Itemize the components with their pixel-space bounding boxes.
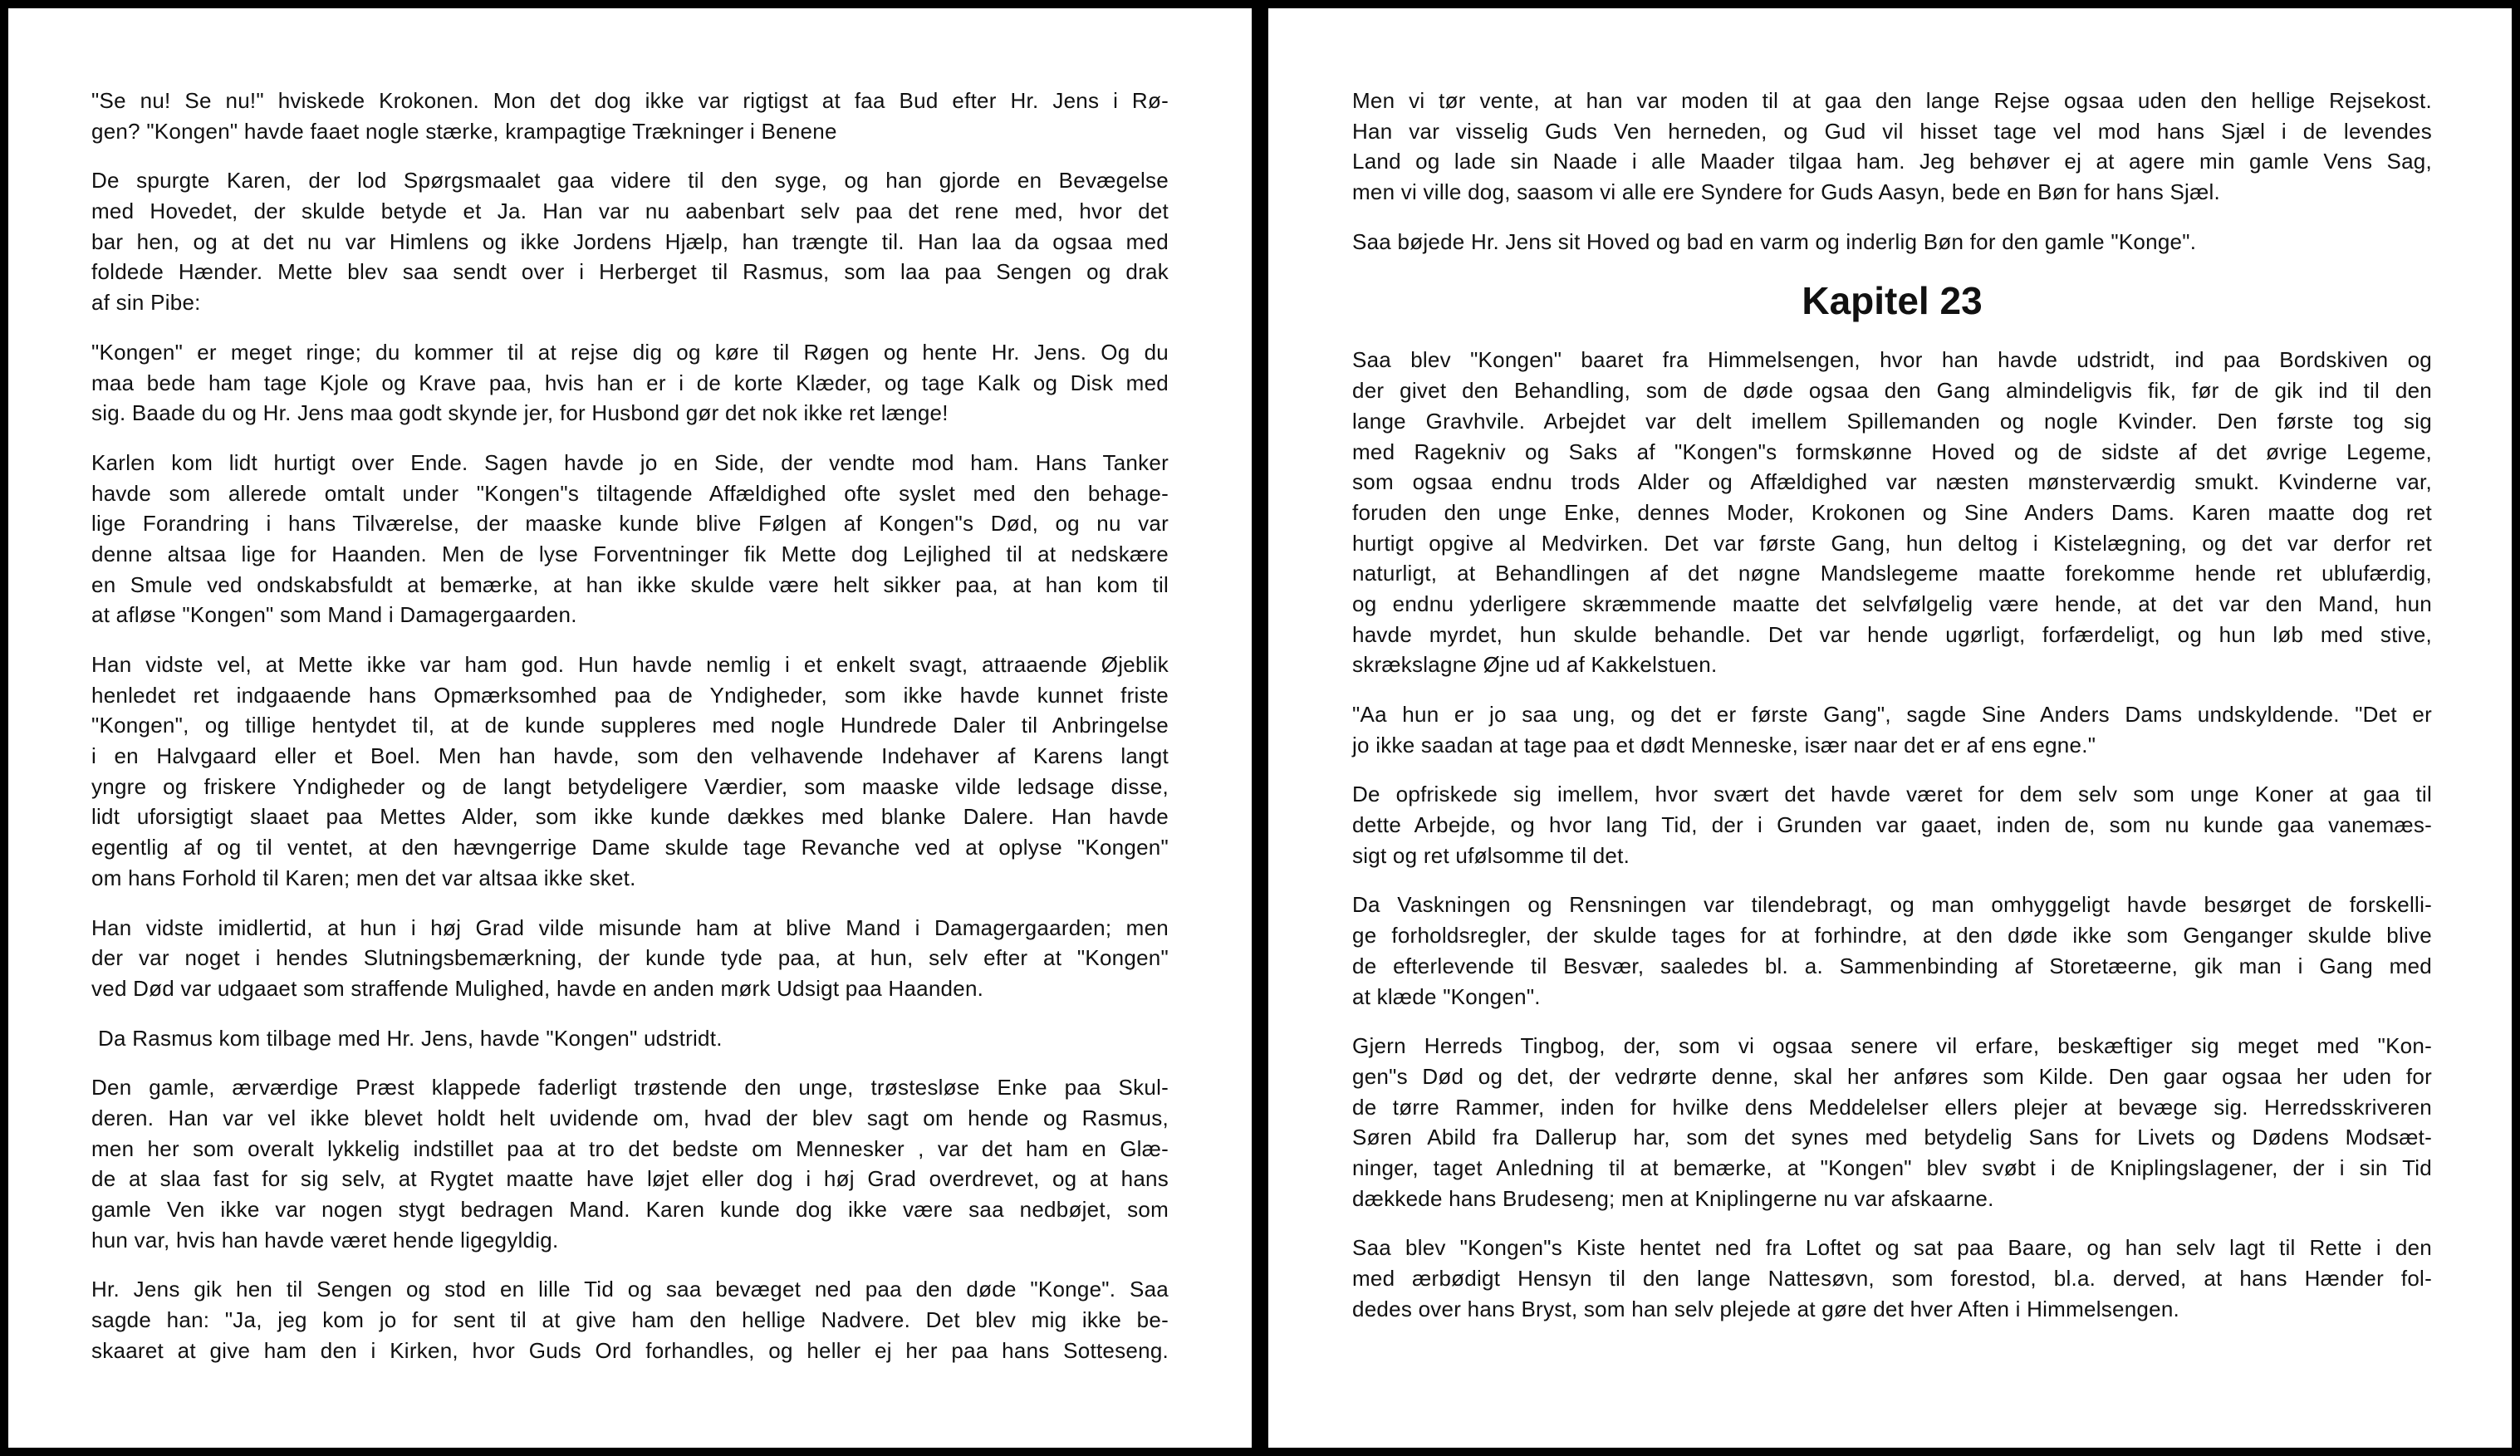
text-line: gen"s Død og det, der vedrørte denne, skal her anføres som Kilde. Den gaar ogsaa her uden for [1352, 1063, 2432, 1089]
text-line: "Se nu! Se nu!" hviskede Krokonen. Mon det dog ikke var rigtigst at faa Bud efter Hr. Jens i Rø- [91, 88, 1169, 113]
text-line: denne altsaa lige for Haanden. Men de lyse Forventninger fik Mette dog Lejlighed til at nedskære [91, 541, 1169, 566]
text-line: lige Forandring i hans Tilværelse, der maaske kunde blive Følgen af Kongen"s Død, og nu var [91, 511, 1169, 537]
text-line: Han var visselig Guds Ven herneden, og Gud vil hisset tage vel mod hans Sjæl i de levendes [1352, 118, 2432, 144]
text-line: bar hen, og at det nu var Himlens og ikke Jordens Hjælp, han trængte til. Han laa da ogsaa med [91, 228, 1169, 254]
text-line: sagde han: "Ja, jeg kom jo for sent til at give ham den hellige Nadvere. Det blev mig ikke be- [91, 1307, 1169, 1333]
paragraph [91, 448, 1169, 630]
text-line: skaaret at give ham den i Kirken, hvor Guds Ord forhandles, og heller ej her paa hans Sotteseng. [91, 1337, 1169, 1363]
text-line: Hr. Jens gik hen til Sengen og stod en lille Tid og saa bevæget ned paa den døde "Konge". Saa [91, 1277, 1169, 1302]
text-line: med Ragekniv og Saks af "Kongen"s formskønne Hoved og de sidste af det øvrige Legeme, [1352, 439, 2432, 464]
text-line: de tørre Rammer, inden for hvilke dens Meddelelser ellers plejer at bevæge sig. Herredsskriveren [1352, 1094, 2432, 1120]
paragraph [91, 913, 1169, 1004]
text-line: deren. Han var vel ikke blevet holdt helt uvidende om, hvad der blev sagt om hende og Rasmus, [91, 1105, 1169, 1130]
text-line: De spurgte Karen, der lod Spørgsmaalet gaa videre til den syge, og han gjorde en Bevægelse [91, 168, 1169, 194]
chapter-heading: Kapitel 23 [1802, 279, 1983, 323]
paragraph [1352, 227, 2432, 257]
text-line: "Kongen", og tillige hentydet til, at de kunde suppleres med nogle Hundrede Daler til Anbringelse [91, 713, 1169, 738]
paragraph [91, 165, 1169, 317]
text-line: Da Rasmus kom tilbage med Hr. Jens, havde "Kongen" udstridt. [98, 1025, 723, 1051]
paragraph [91, 1274, 1169, 1365]
text-line: hurtigt opgive al Medvirken. Det var første Gang, hun deltog i Kistelægning, og det var derfor ret [1352, 530, 2432, 556]
text-line: "Aa hun er jo saa ung, og det er første Gang", sagde Sine Anders Dams undskyldende. "Det er [1352, 702, 2432, 727]
right-page [1268, 8, 2512, 1448]
text-line: foruden den unge Enke, dennes Moder, Krokonen og Sine Anders Dams. Karen maatte dog ret [1352, 499, 2432, 525]
text-line: en Smule ved ondskabsfuldt at bemærke, at han ikke skulde være helt sikker paa, at han kom til [91, 571, 1169, 597]
text-line: sig. Baade du og Hr. Jens maa godt skynde jer, for Husbond gør det nok ikke ret længe! [91, 400, 949, 426]
text-line: med Hovedet, der skulde betyde et Ja. Han var nu aabenbart selv paa det rene med, hvor det [91, 199, 1169, 224]
text-line: at klæde "Kongen". [1352, 983, 1541, 1009]
paragraph [1352, 890, 2432, 1012]
paragraph [91, 337, 1169, 429]
text-line: om hans Forhold til Karen; men det var altsaa ikke sket. [91, 865, 636, 890]
text-line: lidt uforsigtigt slaaet paa Mettes Alder, som ikke kunde dækkes med blanke Dalere. Han havde [91, 804, 1169, 830]
text-line: yngre og friskere Yndigheder og de langt betydeligere Værdier, som maaske vilde ledsage disse, [91, 773, 1169, 799]
text-line: ninger, taget Anledning til at bemærke, at "Kongen" blev svøbt i de Kniplingslagener, der i sin Tid [1352, 1155, 2432, 1180]
text-line: egentlig af og til ventet, at den hævngerrige Dame skulde tage Revanche ved at oplyse "Kongen" [91, 835, 1169, 860]
paragraph [1352, 1233, 2432, 1324]
text-line: "Kongen" er meget ringe; du kommer til at rejse dig og køre til Røgen og hente Hr. Jens. Og du [91, 339, 1169, 365]
left-page [8, 8, 1252, 1448]
text-line: der givet den Behandling, som de døde ogsaa den Gang almindeligvis fik, før de gik ind til den [1352, 378, 2432, 404]
text-line: i en Halvgaard eller et Boel. Men han havde, som den velhavende Indehaver af Karens langt [91, 743, 1169, 769]
text-line: Saa blev "Kongen" baaret fra Himmelsengen, hvor han havde udstridt, ind paa Bordskiven og [1352, 347, 2432, 373]
text-line: dækkede hans Brudeseng; men at Kniplingerne nu var afskaarne. [1352, 1185, 1994, 1211]
paragraph [1352, 345, 2432, 680]
paragraph [91, 1072, 1169, 1255]
text-line: Den gamle, ærværdige Præst klappede faderligt trøstende den unge, trøstesløse Enke paa Skul- [91, 1075, 1169, 1101]
text-line: de efterlevende til Besvær, saaledes bl. a. Sammenbinding af Storetæerne, gik man i Gang med [1352, 953, 2432, 978]
text-line: Karlen kom lidt hurtigt over Ende. Sagen havde jo en Side, der vendte mod ham. Hans Tanker [91, 449, 1169, 475]
text-line: ge forholdsregler, der skulde tages for at forhindre, at den døde ikke som Genganger skulde blive [1352, 923, 2432, 949]
text-line: lange Gravhvile. Arbejdet var delt imellem Spillemanden og nogle Kvinder. Den første tog sig [1352, 408, 2432, 434]
paragraph [1352, 699, 2432, 760]
text-line: hun var, hvis han havde været hende ligegyldig. [91, 1227, 559, 1253]
text-line: Gjern Herreds Tingbog, der, som vi ogsaa senere vil erfare, beskæftiger sig meget med "Kon- [1352, 1033, 2432, 1059]
text-line: foldede Hænder. Mette blev saa sendt over i Herberget til Rasmus, som laa paa Sengen og drak [91, 259, 1169, 285]
text-line: som ogsaa endnu trods Alder og Affældighed var næsten mønsterværdig smukt. Kvinderne var, [1352, 469, 2432, 495]
text-line: af sin Pibe: [91, 290, 201, 316]
text-line: men her som overalt lykkelig indstillet paa at tro det bedste om Mennesker , var det ham en Glæ- [91, 1135, 1169, 1161]
paragraph [91, 86, 1169, 146]
text-line: De opfriskede sig imellem, hvor svært det havde været for dem selv som unge Koner at gaa til [1352, 782, 2432, 807]
text-line: Han vidste imidlertid, at hun i høj Grad vilde misunde ham at blive Mand i Damagergaarden; men [91, 914, 1169, 940]
text-line: sigt og ret ufølsomme til det. [1352, 842, 1630, 868]
text-line: dedes over hans Bryst, som han selv plejede at gøre det hver Aften i Himmelsengen. [1352, 1296, 2180, 1321]
text-line: der var noget i hendes Slutningsbemærkning, der kunde tyde paa, at hun, selv efter at "Kongen" [91, 945, 1169, 971]
text-line: havde som allerede omtalt under "Kongen"s tiltagende Affældighed ofte syslet med den behage- [91, 480, 1169, 506]
paragraph [1352, 86, 2432, 208]
text-line: Han vidste vel, at Mette ikke var ham god. Hun havde nemlig i et enkelt svagt, attraaende Øjeblik [91, 652, 1169, 677]
text-line: gamle Ven ikke var nogen stygt bedragen Mand. Karen kunde dog ikke være saa nedbøjet, som [91, 1197, 1169, 1222]
text-line: jo ikke saadan at tage paa et dødt Menneske, især naar det er af ens egne." [1352, 732, 2096, 757]
text-line: havde myrdet, hun skulde behandle. Det var hende ugørligt, forfærdeligt, og hun løb med stive, [1352, 621, 2432, 647]
text-line: skrækslagne Øjne ud af Kakkelstuen. [1352, 652, 1718, 678]
text-line: de at slaa fast for sig selv, at Rygtet maatte have løjet eller dog i høj Grad overdrevet, og at hans [91, 1166, 1169, 1192]
text-line: Saa bøjede Hr. Jens sit Hoved og bad en varm og inderlig Bøn for den gamle "Konge". [1352, 228, 2197, 254]
text-line: maa bede ham tage Kjole og Krave paa, hvis han er i de korte Klæder, og tage Kalk og Disk med [91, 370, 1169, 395]
text-line: Men vi tør vente, at han var moden til at gaa den lange Rejse ogsaa uden den hellige Rejsekost. [1352, 88, 2432, 113]
text-line: Søren Abild fra Dallerup har, som det synes med betydelig Sans for Livets og Dødens Modsæt- [1352, 1125, 2432, 1150]
text-line: henledet ret indgaaende hans Opmærksomhed paa de Yndigheder, som ikke havde kunnet friste [91, 682, 1169, 708]
paragraph [1352, 1031, 2432, 1213]
paragraph [1352, 779, 2432, 870]
text-line: gen? "Kongen" havde faaet nogle stærke, krampagtige Trækninger i Benene [91, 118, 837, 144]
text-line: og endnu yderligere skræmmende maatte det selvfølgelig være hende, at det var den Mand, hun [1352, 591, 2432, 616]
text-line: ved Død var udgaaet som straffende Mulighed, havde en anden mørk Udsigt paa Haanden. [91, 975, 984, 1001]
text-line: med ærbødigt Hensyn til den lange Nattesøvn, som forestod, bl.a. derved, at hans Hænder fol- [1352, 1266, 2432, 1291]
text-line: at afløse "Kongen" som Mand i Damagergaarden. [91, 602, 577, 628]
text-line: men vi ville dog, saasom vi alle ere Syndere for Guds Aasyn, bede en Bøn for hans Sjæl. [1352, 179, 2220, 205]
text-line: dette Arbejde, og hvor lang Tid, der i Grunden var gaaet, inden de, som nu kunde gaa vanemæs- [1352, 812, 2432, 838]
text-line: Da Vaskningen og Rensningen var tilendebragt, og man omhyggeligt havde besørget de forskelli- [1352, 892, 2432, 918]
paragraph [91, 1023, 1169, 1054]
paragraph [91, 650, 1169, 894]
text-line: naturligt, at Behandlingen af det nøgne Mandslegeme maatte forekomme hende ret ublufærdig, [1352, 561, 2432, 586]
text-line: Land og lade sin Naade i alle Maader tilgaa ham. Jeg behøver ej at agere min gamle Vens Sag, [1352, 149, 2432, 174]
text-line: Saa blev "Kongen"s Kiste hentet ned fra Loftet og sat paa Baare, og han selv lagt til Rette i den [1352, 1235, 2432, 1261]
